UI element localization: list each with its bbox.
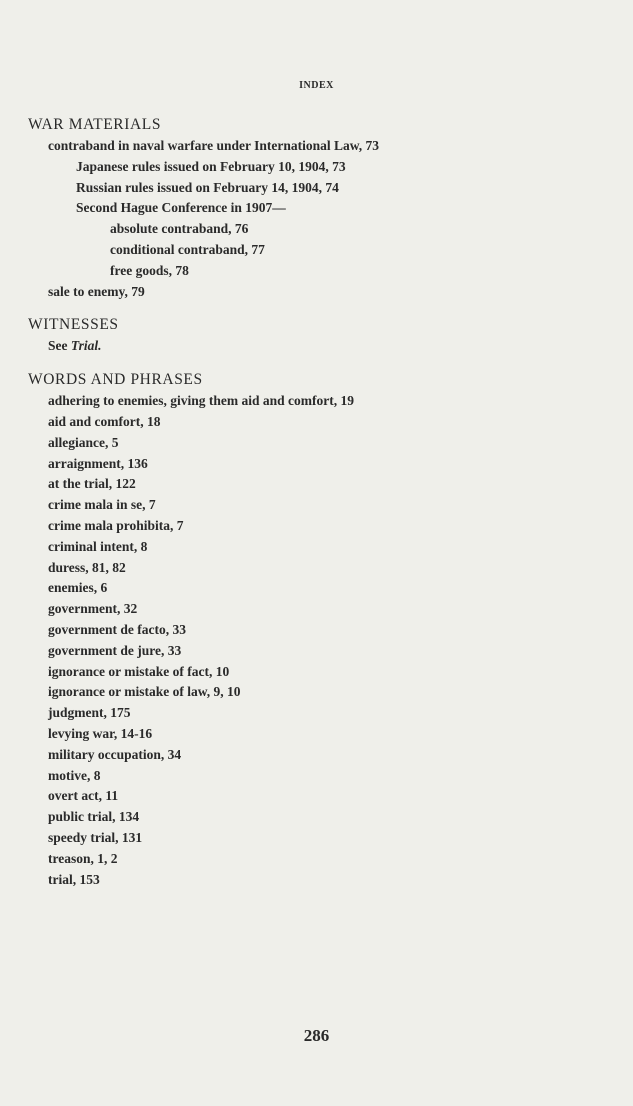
index-entry: criminal intent, 8 [48, 538, 148, 554]
index-entry: government de facto, 33 [48, 621, 186, 637]
index-entry: conditional contraband, 77 [110, 241, 265, 257]
index-entry: ignorance or mistake of law, 9, 10 [48, 684, 241, 700]
index-entry: adhering to enemies, giving them aid and comfort, 19 [48, 393, 354, 409]
index-entry: treason, 1, 2 [48, 850, 118, 866]
index-entry: enemies, 6 [48, 580, 108, 596]
index-heading: WAR MATERIALS [28, 116, 162, 133]
index-entry: levying war, 14-16 [48, 725, 153, 741]
index-entry: Russian rules issued on February 14, 1904, 74 [76, 179, 339, 195]
index-section [28, 314, 608, 357]
index-entry: arraignment, 136 [48, 455, 148, 471]
index-entry: ignorance or mistake of fact, 10 [48, 663, 230, 679]
index-entry: speedy trial, 131 [48, 829, 143, 845]
index-entry: motive, 8 [48, 767, 101, 783]
index-entry: government, 32 [48, 601, 138, 617]
index-section [28, 114, 608, 302]
index-entry: judgment, 175 [48, 705, 131, 721]
index-entry: at the trial, 122 [48, 476, 136, 492]
index-entry: crime mala in se, 7 [48, 497, 156, 513]
index-entry: absolute contraband, 76 [110, 221, 249, 237]
index-entry: sale to enemy, 79 [48, 283, 145, 299]
index-entry: free goods, 78 [110, 262, 189, 278]
see-reference [28, 336, 608, 357]
index-entry: Japanese rules issued on February 10, 1904, 73 [76, 158, 346, 174]
see-label: See [48, 338, 68, 354]
index-entry: duress, 81, 82 [48, 559, 126, 575]
index-entry: overt act, 11 [48, 788, 119, 804]
running-head: INDEX [299, 80, 334, 91]
index-entry: trial, 153 [48, 871, 100, 887]
index-section [28, 369, 608, 890]
index-body [28, 114, 608, 902]
index-entry: crime mala prohibita, 7 [48, 517, 184, 533]
index-heading: WORDS AND PHRASES [28, 371, 203, 389]
index-entry: contraband in naval warfare under International Law, 73 [48, 138, 380, 153]
index-entry: government de jure, 33 [48, 642, 182, 658]
index-entry: military occupation, 34 [48, 746, 182, 762]
index-entry: allegiance, 5 [48, 434, 119, 450]
index-heading: WITNESSES [28, 316, 119, 334]
index-entry: Second Hague Conference in 1907— [76, 200, 286, 216]
index-entry: public trial, 134 [48, 809, 140, 825]
index-entry: aid and comfort, 18 [48, 413, 161, 429]
see-target: Trial. [70, 338, 102, 354]
page-number: 286 [303, 1026, 330, 1045]
